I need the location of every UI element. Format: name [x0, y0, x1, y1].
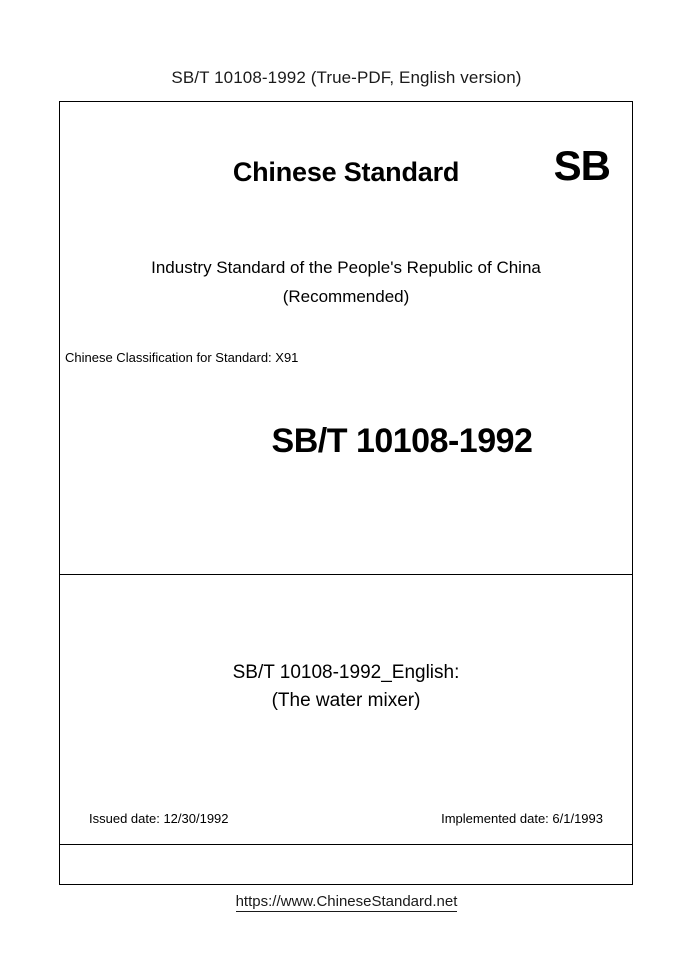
issued-date: Issued date: 12/30/1992	[89, 811, 229, 826]
cover-upper-section	[60, 102, 632, 575]
industry-standard-line-2: (Recommended)	[282, 287, 410, 306]
english-title-line-2: (The water mixer)	[271, 690, 421, 711]
cover-lower-section	[60, 575, 632, 844]
cover-bottom-bar	[60, 844, 632, 886]
footer-link-text[interactable]: https://www.ChineseStandard.net	[235, 893, 458, 910]
footer-website-link[interactable]	[0, 893, 693, 910]
implemented-date: Implemented date: 6/1/1993	[441, 811, 603, 826]
industry-standard-line-1: Industry Standard of the People's Republic of China	[151, 258, 541, 277]
cover-main-heading: Chinese Standard	[232, 157, 460, 187]
sb-logo: SB	[553, 142, 610, 189]
english-title-line-1: SB/T 10108-1992_English:	[232, 662, 460, 683]
standard-number: SB/T 10108-1992	[271, 422, 533, 460]
page-header-title: SB/T 10108-1992 (True-PDF, English version)	[171, 68, 522, 87]
classification-code: Chinese Classification for Standard: X91	[65, 350, 299, 365]
cover-frame	[59, 101, 633, 885]
